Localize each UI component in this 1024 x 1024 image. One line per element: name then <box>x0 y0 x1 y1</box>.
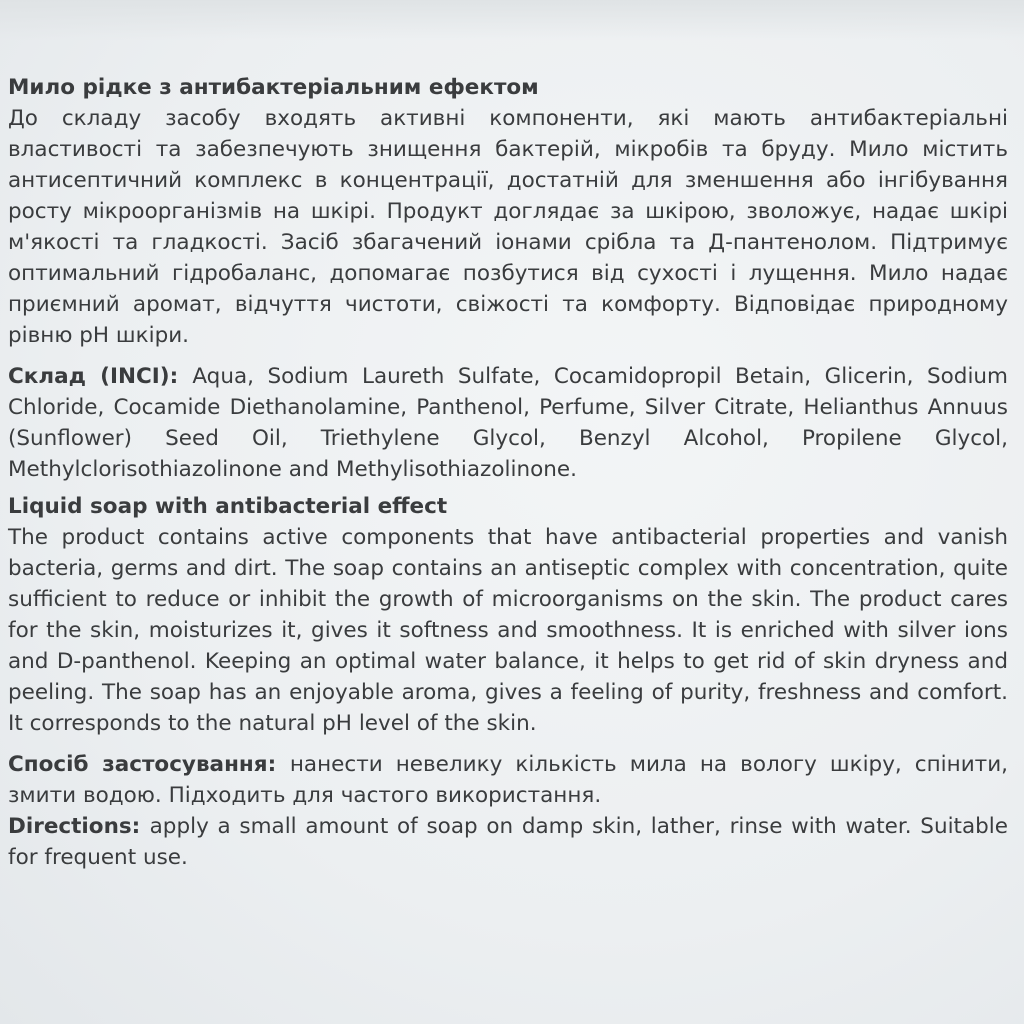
ua-directions <box>8 749 1008 811</box>
ingredients-list: Aqua, Sodium Laureth Sulfate, Cocamidopropil Betain, Glicerin, Sodium Chloride, Cocamide Diethanolamine, Panthenol, Perfume, Silver Citrate, Helianthus Annuus (Sunflower) Seed Oil, Triethylene Glycol, Benzyl Alcohol, Propilene Glycol, Methylclorisothiazolinone and Methylisothiazolinone. <box>8 364 1008 482</box>
en-description: The product contains active components that have antibacterial properties and vanish bacteria, germs and dirt. The soap contains an antiseptic complex with concentration, quite sufficient to reduce or inhibit the growth of microorganisms on the skin. The product cares for the skin, moisturizes it, gives it softness and smoothness. It is enriched with silver ions and D-panthenol. Keeping an optimal water balance, it helps to get rid of skin dryness and peeling. The soap has an enjoyable aroma, gives a feeling of purity, freshness and comfort. It corresponds to the natural pH level of the skin. <box>8 525 1008 736</box>
en-directions-text: apply a small amount of soap on damp skin, lather, rinse with water. Suitable for frequent use. <box>8 814 1008 870</box>
top-shadow <box>0 0 1024 40</box>
en-directions <box>8 811 1008 873</box>
ingredients-label: Склад (INCI): <box>8 364 193 389</box>
product-label-text <box>8 72 1008 873</box>
ua-directions-label: Спосіб застосування: <box>8 752 290 777</box>
ua-description: До складу засобу входять активні компоненти, які мають антибактеріальні властивості та забезпечують знищення бактерій, мікробів та бруду. Мило містить антисептичний комплекс в концентрації, достатній для зменшення або інгібування росту мікроорганізмів на шкірі. Продукт доглядає за шкірою, зволожує, надає шкірі м'якості та гладкості. Засіб збагачений іонами срібла та Д-пантенолом. Підтримує оптимальний гідробаланс, допомагає позбутися від сухості і лущення. Мило надає приємний аромат, відчуття чистоти, свіжості та комфорту. Відповідає природному рівню pH шкіри. <box>8 106 1008 348</box>
en-directions-label: Directions: <box>8 814 150 839</box>
ua-ingredients <box>8 361 1008 485</box>
ua-title: Мило рідке з антибактеріальним ефектом <box>8 75 539 100</box>
ua-directions-text: нанести невелику кількість мила на вологу шкіру, спінити, змити водою. Підходить для частого використання. <box>8 752 1008 808</box>
en-title: Liquid soap with antibacterial effect <box>8 494 448 519</box>
